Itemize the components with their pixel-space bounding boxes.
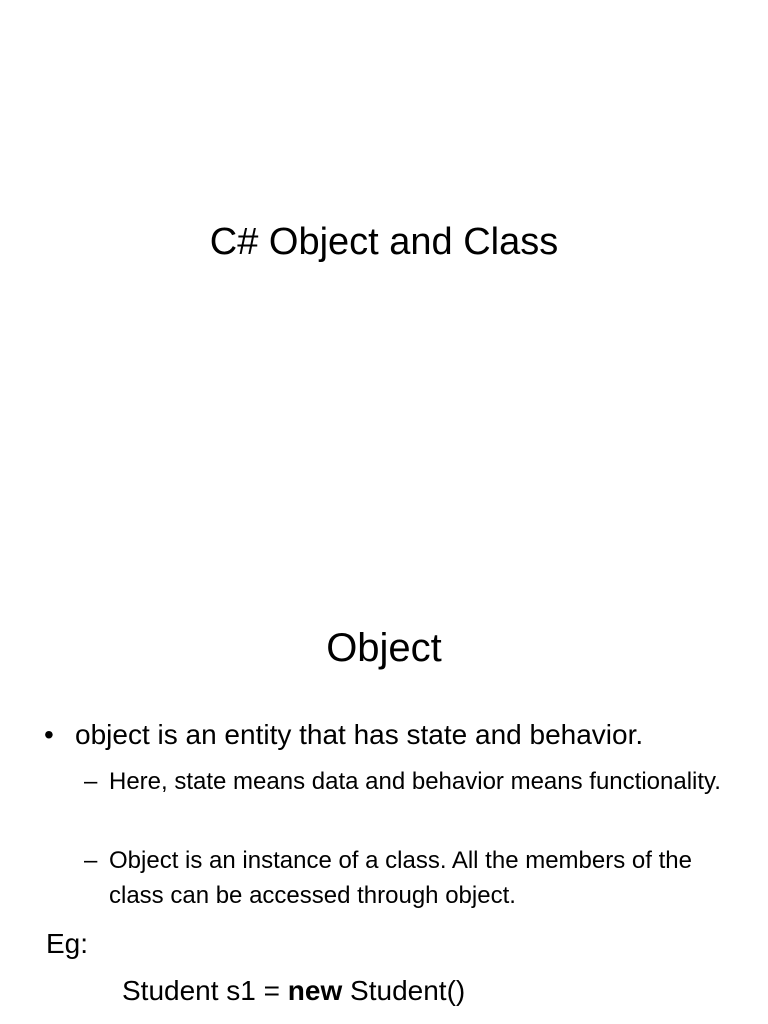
example-label: Eg: bbox=[46, 928, 89, 959]
dash-icon: – bbox=[84, 768, 98, 795]
sub-bullet-text: Here, state means data and behavior means functionality. bbox=[109, 768, 721, 795]
dash-icon: – bbox=[84, 847, 98, 874]
slide-title: C# Object and Class bbox=[209, 221, 559, 263]
bullet-text: object is an entity that has state and behavior. bbox=[75, 719, 644, 750]
sub-bullet-item bbox=[84, 764, 744, 799]
section-title: Object bbox=[326, 626, 442, 670]
bullet-dot-icon: • bbox=[44, 719, 54, 750]
bullet-item bbox=[44, 716, 744, 754]
sub-bullet-item bbox=[84, 843, 744, 913]
code-example bbox=[122, 972, 465, 1010]
code-before: Student s1 = bbox=[122, 975, 288, 1006]
sub-bullet-text: Object is an instance of a class. All the members of the class can be accessed through object. bbox=[109, 847, 692, 909]
code-after: Student() bbox=[342, 975, 466, 1006]
code-keyword: new bbox=[287, 975, 343, 1006]
